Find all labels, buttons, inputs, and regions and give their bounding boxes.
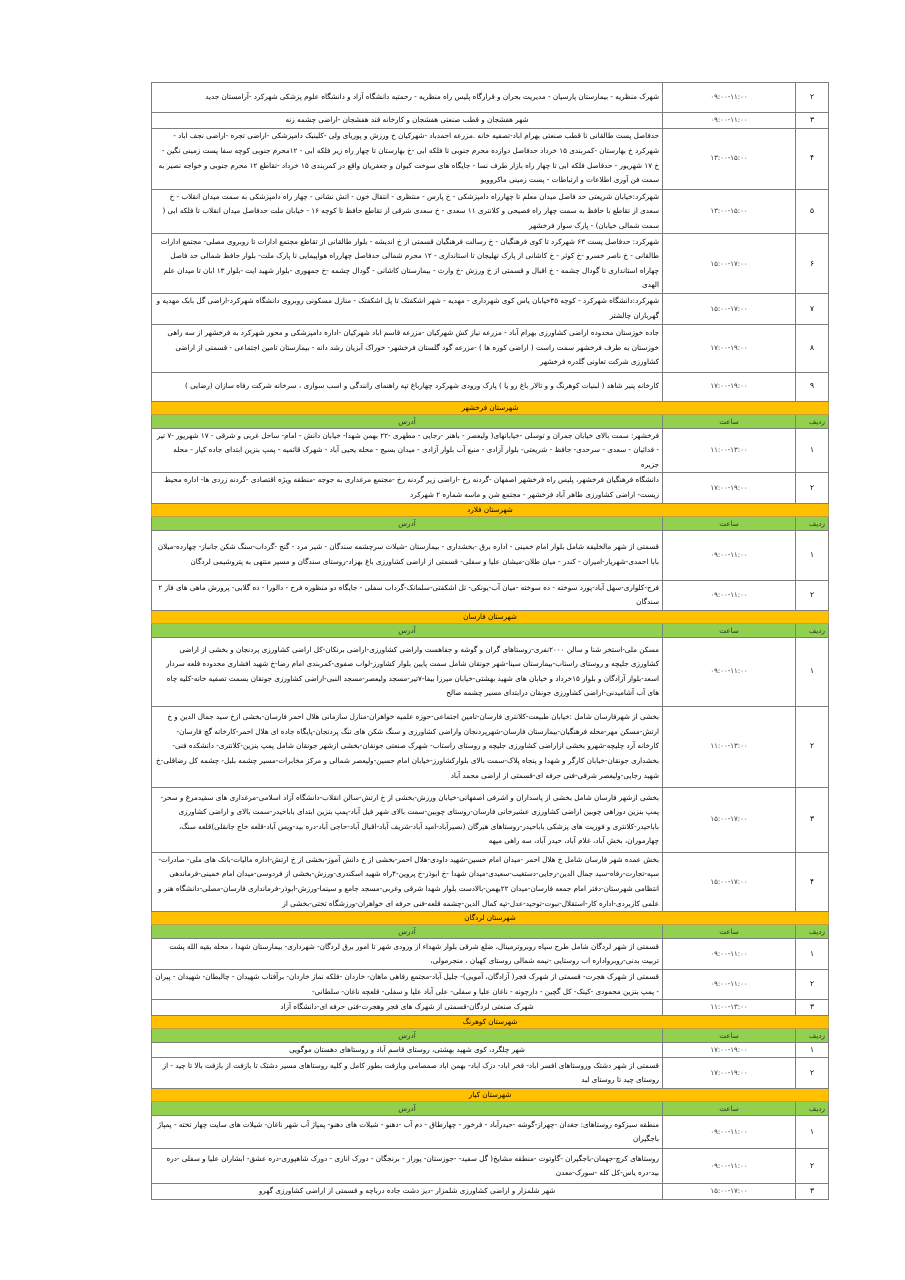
outage-schedule-document — [151, 82, 829, 1200]
table-row — [152, 970, 829, 1000]
address-cell: قسمتی از شهر لردگان شامل طرح سپاه روبروترمینال، ضلع شرقی بلوار شهداء از ورودی شهر تا امور برق لردگان- شهرداری- بیمارستان شهدا ، محله بقیه الله پشت تربیت بدنی-روبرواداره اب روستایی -نیمه شمالی روستای کهیان ، منجرمولی، — [152, 939, 663, 970]
table-row — [152, 1184, 829, 1200]
time-range: ۰۹:۰۰-۱۱:۰۰ — [663, 1149, 796, 1184]
column-header-row-number: ردیف — [796, 623, 829, 637]
column-header-row-number: ردیف — [796, 1102, 829, 1116]
address-cell: شهرکرد:دانشگاه شهرکرد - کوچه ۴۵خیابان یاس کوی شهرداری - مهدیه - شهر اشکفتک تا پل اشکفتک - منازل مسکونی روبروی دانشگاه شهرکرد-اراضی گل بابک مهدیه و گهرباران چالشتر — [152, 294, 663, 324]
column-header-row — [152, 516, 829, 530]
time-range: ۱۵:۰۰-۱۷:۰۰ — [663, 1184, 796, 1200]
column-header-row — [152, 925, 829, 939]
time-range: ۱۵:۰۰-۱۷:۰۰ — [663, 294, 796, 324]
row-number: ۲ — [796, 473, 829, 503]
county-title: شهرستان لردگان — [152, 912, 829, 925]
table-row — [152, 128, 829, 189]
time-range: ۱۵:۰۰-۱۷:۰۰ — [663, 787, 796, 852]
address-cell: کارخانه پنیر شاهد ( لبنیات کوهرنگ و و تالار باغ رو یا ) پارک ورودی شهرکرد چهارباغ تپه راهنمای رانندگی و اسب سواری ، سرخانه شرکت رفاه سازان (رضایی ) — [152, 372, 663, 401]
address-cell: قسمتی از شهرک هجرت- قسمتی از شهرک فجر( آزادگان، آمویی)- جلیل آباد-مجتمع رفاهی ماهان- خاردان -فلکه نماز خاردان- برآفتاب شهیدان - چالبطان- شهیدان - پیران - پمپ بنزین محمودی -کینک- کل گچین - دارچونه - ناغان علیا و سفلی- علی آباد علیا و سفلی- قلعچه ناغان- سلطانی- — [152, 970, 663, 1000]
address-cell: دانشگاه فرهنگیان فرخشهر، پلیس راه فرخشهر اصفهان -گردنه رخ -اراضی زیر گردنه رخ -مجتمع مرغداری به جوجه -منطقه ویژه اقتصادی -گردنه زردی ها- اداره محیط زیست- اراضی کشاورزی طاهر آباد فرخشهر - مجتمع شن و ماسه شماره ۲ شهرکرد — [152, 473, 663, 503]
county-section-header — [152, 401, 829, 414]
table-row — [152, 83, 829, 113]
column-header-time: ساعت — [663, 414, 796, 428]
time-range: ۰۹:۰۰-۱۱:۰۰ — [663, 1116, 796, 1149]
address-cell: شهر چلگرد، کوی شهید بهشتی، روستای قاسم آباد و روستاهای دهستان موگویی — [152, 1042, 663, 1058]
time-range: ۱۷:۰۰-۱۹:۰۰ — [663, 1058, 796, 1089]
county-section-header — [152, 912, 829, 925]
table-row — [152, 473, 829, 503]
time-range: ۱۳:۰۰-۱۵:۰۰ — [663, 189, 796, 234]
column-header-row — [152, 1102, 829, 1116]
address-cell: بخشی از شهرفارسان شامل :خیابان طبیعت-کلانتری فارسان-تامین اجتماعی-حوزه علمیه خواهران-منازل سازمانی هلال احمر فارسان-بخشی ازخ سید جمال الدین و خ ارتش-مسکن مهر-محله فرهنگیان-بیمارستان فارسان-شهرپردنجان واراضی کشاورزی و سنگ شکن های تنگ پردنجان-پایگاه جاده ای هلال احمر-کارخانه گچ فارسان-کارخانه آرد چلیچه-شهرو بخشی ازاراضی کشاورزی جلیچه و روستای راستاب- شهرک صنعتی جونقان-بخشی ازشهر جونقان شامل پمپ بنزین-کلانتری- دانشکده فنی-بخشداری جونقان-خیابان کارگر و شهدا و پنجاه پلاک-سمت بالای بلوارکشاورز-خیابان امام حسین-ولیعصر شمالی و مرکز مخابرات-مسیر چشمه بلبل- چشمه کل رضاقلی-خ شهید رجایی-ولیعصر شرقی-فنی حرفه ای-قسمتی از اراضی محمد آباد — [152, 706, 663, 787]
row-number: ۲ — [796, 1149, 829, 1184]
table-row — [152, 1116, 829, 1149]
time-range: ۰۹:۰۰-۱۱:۰۰ — [663, 580, 796, 610]
table-row — [152, 113, 829, 129]
column-header-row-number: ردیف — [796, 925, 829, 939]
time-range: ۰۹:۰۰-۱۱:۰۰ — [663, 970, 796, 1000]
address-cell: شهرکرد: حدفاصل پست ۶۳ شهرکرد تا کوی فرهنگیان - خ رسالت فرهنگیان قسمتی از خ اندیشه - بلوار طالقانی از تقاطع مجتمع ادارات تا روبروی مصلی- مجتمع ادارات طالقانی - خ ناصر خسرو -خ کوثر - خ کاشانی از پارک تهلیجان تا استانداری - ۱۲ محرم شمالی حدفاصل چهارراه هواپیمایی تا پارک ملت- بلوار حافظ شمالی حد فاصل چهاراه استانداری تا گودال چشمه - خ اقبال و قسمتی از خ ورزش -خ وارث - بیمارستان کاشانی - گودال چشمه -خ جمهوری -بلوار شهید ایت -بلوار ۱۳ ابان تا میدان علم الهدی — [152, 234, 663, 294]
time-range: ۱۱:۰۰-۱۳:۰۰ — [663, 428, 796, 473]
time-range: ۰۹:۰۰-۱۱:۰۰ — [663, 939, 796, 970]
row-number: ۱ — [796, 939, 829, 970]
column-header-address: آدرس — [152, 623, 663, 637]
row-number: ۱ — [796, 1116, 829, 1149]
row-number: ۹ — [796, 372, 829, 401]
county-section-header — [152, 1089, 829, 1102]
column-header-address: آدرس — [152, 925, 663, 939]
column-header-row — [152, 623, 829, 637]
table-row — [152, 852, 829, 911]
row-number: ۲ — [796, 580, 829, 610]
column-header-time: ساعت — [663, 925, 796, 939]
address-cell: قسمتی از شهر مالخلیفه شامل بلوار امام خمینی - اداره برق -بخشداری - بیمارستان -شیلات سرچشمه سندگان - شیر مرد - گنج -گرداب-سنگ شکن جانباز- چهارده-میلان بابا احمدی-شهریار-امیران - کندر - میان طلان-میشان علیا و سفلی- قسمتی از اراضی کشاورزی باغ بهزاد-روستای سندگان و مسیر منتهی به پتروشیمی لردگان — [152, 530, 663, 580]
address-cell: جاده خوزستان محدوده اراضی کشاورزی بهرام آباد - مزرعه نیاز کش شهرکیان -مزرعه قاسم اباد شهرکیان -اداره دامپزشکی و محور شهرکرد به فرخشهر از سه راهی خوزستان به طرف فرخشهر سمت راست ( اراضی کوره ها ) -مزرعه گود گلستان فرخشهر- خوراک آبزیان رشد دانه - بیمارستان تامین اجتماعی - قسمتی از اراضی کشاورزی شرکت تعاونی گلدره فرخشهر — [152, 324, 663, 372]
address-cell: مسکن ملی-استخر شنا و سالن ۲۰۰۰نفری-روستاهای گران و گوشه و جفاهست واراضی کشاورزی-اراضی برنکان-کل اراضی کشاورزی پردنجان و بخشی از اراضی کشاورزی جلیچه و روستای راستاب-بیمارستان سینا-شهر جونقان شامل سمت پایین بلوار کشاورز-لواب صفوی-کمربندی امام رضا-خ شهید افشاری محدوده قلعه سردار اسعد-بلوار آزادگان و بلوار ۱۵خرداد و خیابان های شهید بهشتی-خیابان میرزا بیفا-۷تیر-مسجد ولیعصر-مسجد النبی-اراضی کشاورزی جونقان بسمت تصفیه خانه-کلیه چاه های آب آشامیدنی-اراضی کشاورزی جونقان درابتدای مسیر چشمه صالح — [152, 637, 663, 706]
address-cell: منطقه سبزکوه روستاهای: جغدان -چهراز-گوشه -حیدرآباد - فرخور - چهارطاق - دم آب -دهنو - شیلات های دهنو- پمپاژ آب شهر ناغان- شیلات های سایت چهار تخته - پمپاژ باجگیران — [152, 1116, 663, 1149]
table-row — [152, 234, 829, 294]
table-row — [152, 372, 829, 401]
row-number: ۳ — [796, 1000, 829, 1016]
column-header-address: آدرس — [152, 1102, 663, 1116]
row-number: ۱ — [796, 637, 829, 706]
row-number: ۸ — [796, 324, 829, 372]
row-number: ۶ — [796, 234, 829, 294]
table-row — [152, 324, 829, 372]
column-header-time: ساعت — [663, 516, 796, 530]
table-row — [152, 294, 829, 324]
county-section-header — [152, 610, 829, 623]
row-number: ۵ — [796, 189, 829, 234]
table-row — [152, 637, 829, 706]
row-number: ۳ — [796, 1184, 829, 1200]
time-range: ۱۱:۰۰-۱۳:۰۰ — [663, 706, 796, 787]
table-row — [152, 580, 829, 610]
address-cell: شهر هفشجان و قطب صنعتی هفشجان و کارخانه قند هفشجان -اراضی چشمه زنه — [152, 113, 663, 129]
column-header-time: ساعت — [663, 1028, 796, 1042]
county-section-header — [152, 1015, 829, 1028]
time-range: ۰۹:۰۰-۱۱:۰۰ — [663, 530, 796, 580]
address-cell: بخشی ازشهر فارسان شامل بخشی از پاسداران و اشرفی اصفهانی-خیابان ورزش-بخشی از خ ارتش-سالن انقلاب-دانشگاه آزاد اسلامی-مرغداری های سفیدمرغ و سحر-پمپ بنزین دوراهی چوبین اراضی کشاورزی عشیرخانی فارسان-روستای چوبین-سمت بالای شهر فیل آباد-پمپ بنزین ابتدای باباحیدر-سمت بالای و اراضی کشاورزی باباحیدر-کلانتری و فوریت های پزشکی باباحیدر-روستاهای هیرگان (نصیرآباد-امید آباد-شریف آباد-اقبال آباد-حاجی آباد-دره بید-ویس آباد-قلعه حاج جانقلی)قلعه سنگ، چهارموران، بخش آباد، غلام آباد، حیدر آباد، سه راهی میهه — [152, 787, 663, 852]
address-cell: شهرک صنعتی لردگان-قسمتی از شهرک های فجر وهجرت-فنی حرفه ای-دانشگاه آزاد — [152, 1000, 663, 1016]
row-number: ۴ — [796, 852, 829, 911]
county-title: شهرستان فارسان — [152, 610, 829, 623]
column-header-row-number: ردیف — [796, 414, 829, 428]
table-row — [152, 189, 829, 234]
row-number: ۴ — [796, 128, 829, 189]
address-cell: شهرکرد:خیابان شریعتی حد فاصل میدان معلم تا چهارراه دامپزشکی - خ پارس - منتظری - انتقال خون - اتش نشانی - چهار راه دامپزشکی به سمت میدان انقلاب - خ سعدی از تقاطع با حافظ به سمت چهار راه فصیحی و کلانتری ۱۱ سعدی - خ سعدی شرقی از تقاطع حافظ تا کوچه ۱۶ - خیابان ملت حدفاصل میدان انقلاب تا فلکه ابی ( سمت شمالی خیابان) - پارک سوار فرخشهر — [152, 189, 663, 234]
column-header-address: آدرس — [152, 516, 663, 530]
county-title: شهرستان کیار — [152, 1089, 829, 1102]
time-range: ۱۷:۰۰-۱۹:۰۰ — [663, 1042, 796, 1058]
county-section-header — [152, 503, 829, 516]
column-header-time: ساعت — [663, 1102, 796, 1116]
time-range: ۱۷:۰۰-۱۹:۰۰ — [663, 372, 796, 401]
address-cell: بخش عمده شهر فارسان شامل خ هلال احمر -میدان امام حسین-شهید داودی-هلال احمر-بخشی از خ دانش آموز-بخشی از خ ارتش-اداره مالیات-بانک های ملی- صادرات-سپه-تجارت-رفاه-سید جمال الدین-رجایی-دستغیب-سعیدی-میدان شهدا -خ ابوذر-خ پروین-۴راه شهید اسکندری-ورزش-بخشی از فردوسی-میدان امام خمینی-فرماندهی انتظامی شهرستان-دفتر امام جمعه فارسان-میدان ۲۲بهمن-بالادست بلوار شهدا شرقی وغربی-مسجد جامع و سینما-ورزش-ابوذر-فرمانداری فارسان-مصلی-دانشگاه هنر و علمی کاربردی-اداره کار-استقلال-نبوت-توحید-عدل-تپه کمال الدین-چشمه قلعه-فنی حرفه ای خواهران-ورزشگاه تختی-بخشی از — [152, 852, 663, 911]
county-title: شهرستان فرخشهر — [152, 401, 829, 414]
address-cell: شهر شلمزار و اراضی کشاورزی شلمزار -دیز دشت جاده درباچه و قسمتی از اراضی کشاورزی گهرو — [152, 1184, 663, 1200]
address-cell: شهرک منظریه - بیمارستان پارسیان - مدیریت بحران و قرارگاه پلیس راه منظریه - رحمتیه دانشگاه آزاد و دانشگاه علوم پزشکی شهرکرد -آرامستان جدید — [152, 83, 663, 113]
time-range: ۰۹:۰۰-۱۱:۰۰ — [663, 637, 796, 706]
table-row — [152, 1000, 829, 1016]
row-number: ۲ — [796, 83, 829, 113]
row-number: ۲ — [796, 970, 829, 1000]
row-number: ۱ — [796, 428, 829, 473]
column-header-row-number: ردیف — [796, 516, 829, 530]
row-number: ۳ — [796, 787, 829, 852]
column-header-address: آدرس — [152, 414, 663, 428]
county-title: شهرستان فلارد — [152, 503, 829, 516]
address-cell: فرح-کلواری-سهل آباد-پورد سوخته - ده سوخته -میان آب-یونکی- تل اشکفتی-سلمانک-گرداب سفلی - جایگاه دو منظوره فرح - دالورا - ده گلابی- پرورش ماهی های فاز ۲ سندگان — [152, 580, 663, 610]
table-row — [152, 706, 829, 787]
table-row — [152, 939, 829, 970]
row-number: ۲ — [796, 1058, 829, 1089]
time-range: ۱۷:۰۰-۱۹:۰۰ — [663, 473, 796, 503]
address-cell: قسمتی از شهر دشتک وروستاهای افسر اباد- فخر اباد- دزک اباد- بهمن اباد صمصامی وبازفت بطور کامل و کلیه روستاهای مسیر دشتک تا بازفت از بازفت بالا تا چید - از روستای چید تا روستای لبد — [152, 1058, 663, 1089]
column-header-address: آدرس — [152, 1028, 663, 1042]
row-number: ۳ — [796, 113, 829, 129]
column-header-row — [152, 414, 829, 428]
row-number: ۱ — [796, 530, 829, 580]
row-number: ۷ — [796, 294, 829, 324]
time-range: ۱۷:۰۰-۱۹:۰۰ — [663, 324, 796, 372]
time-range: ۰۹:۰۰-۱۱:۰۰ — [663, 83, 796, 113]
outage-schedule-table — [151, 82, 829, 1200]
time-range: ۱۳:۰۰-۱۵:۰۰ — [663, 128, 796, 189]
time-range: ۰۹:۰۰-۱۱:۰۰ — [663, 113, 796, 129]
column-header-row — [152, 1028, 829, 1042]
address-cell: حدفاصل پست طالقانی تا قطب صنعتی بهرام اباد-تصفیه خانه .مزرعه احمدباد -شهرکیان خ ورزش و پوریای ولی -کلینیک دامپزشکی -اراضی تجره -اراضی نجف اباد - شهرکرد خ بهارستان -کمربندی ۱۵ خرداد حدفاصل دوازده محرم جنوبی تا فلکه ابی -خ بهارستان تا چهار راه زیر فلکه ابی - ۱۲محرم جنوبی کوچه سفا پست زمینی نگین - خ ۱۷ شهریور - حدفاصل فلکه ابی تا چهار راه بازار طرف نسا - جایگاه های سوخت کیوان و جعفریان واقع در کمربندی ۱۵ خرداد -تقاطع ۱۲ محرم جنوبی و خواجه نصیر به سمت فن آوری اطلاعات و ارتباطات - پست زمینی ماکروویو — [152, 128, 663, 189]
address-cell: فرخشهر: سمت بالای خیابان جمران و توسلی -خیابانهای( ولیعصر - باهنر -رجایی - مطهری -۲۲ بهمن شهدا- خیابان دانش - امام- ساحل غربی و شرقی - ۱۷ شهریور -۷ تیر - فدائیان - سعدی - سرحدی- حافظ - شریعتی- بلوار آزادی - منبع آب بلوار آزادی - میدان بسیج - محله یحیی آباد - شهرک قائمیه - پمپ بنزین ابتدای جاده کیار - محله جزیره — [152, 428, 663, 473]
table-row — [152, 787, 829, 852]
time-range: ۱۵:۰۰-۱۷:۰۰ — [663, 234, 796, 294]
row-number: ۲ — [796, 706, 829, 787]
table-row — [152, 1149, 829, 1184]
table-row — [152, 1058, 829, 1089]
table-row — [152, 428, 829, 473]
table-row — [152, 530, 829, 580]
time-range: ۱۵:۰۰-۱۷:۰۰ — [663, 852, 796, 911]
address-cell: روستاهای کرچ-جهمان-باجگیران -گاوتوت -منطقه مشایخ( گل سفید- -جوزستان- پوراز - برنجگان - دورک اناری - دورک شاهپوری-دره عشق- ابشاران علیا و سفلی -دره بید-دره یاس-کل کله -سورک-معدن — [152, 1149, 663, 1184]
column-header-row-number: ردیف — [796, 1028, 829, 1042]
time-range: ۱۱:۰۰-۱۳:۰۰ — [663, 1000, 796, 1016]
county-title: شهرستان کوهرنگ — [152, 1015, 829, 1028]
table-row — [152, 1042, 829, 1058]
row-number: ۱ — [796, 1042, 829, 1058]
column-header-time: ساعت — [663, 623, 796, 637]
